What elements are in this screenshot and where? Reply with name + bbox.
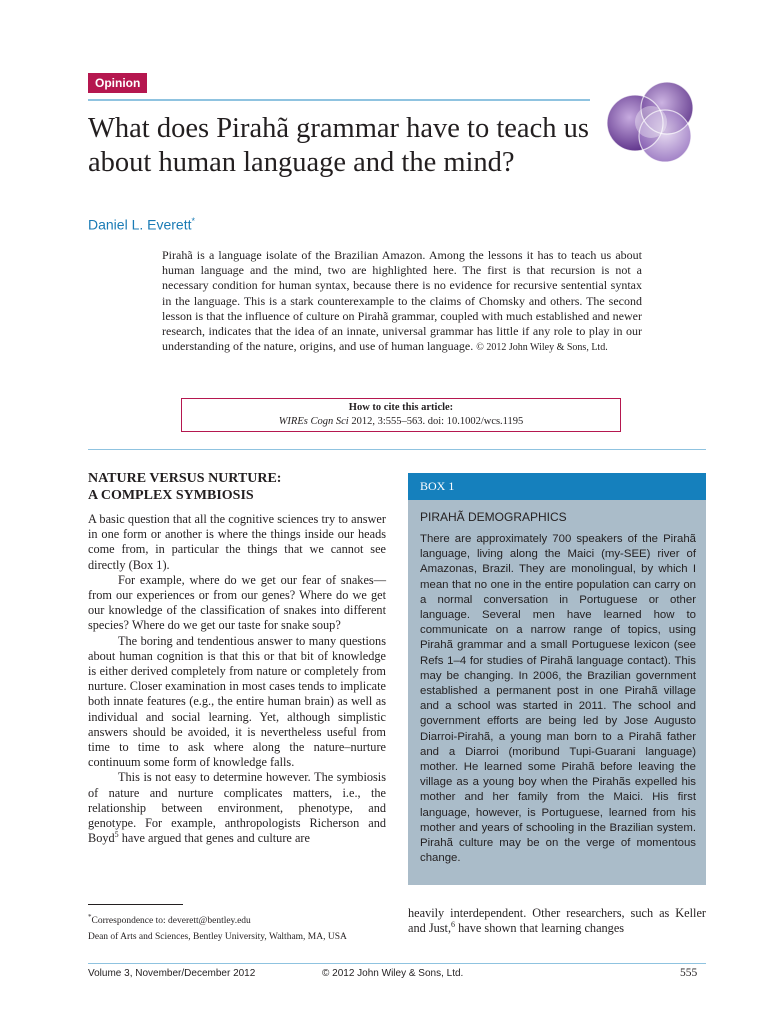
box-title: PIRAHÃ DEMOGRAPHICS xyxy=(420,510,567,524)
box-text: There are approximately 700 speakers of the Pirahã language, living along the Maici (my-SEE) river of Amazonas, Brazil. They are monolingual, by which I mean that no one in the entire population can carry on a normal conversation in Portuguese or other language. Several men have learned how to communicate on a narrow range of topics, using Pirahã grammar and a small Portuguese lexicon (see Refs 1–4 for studies of Pirahã language contact). This may be changing. In 2006, the Brazilian government established a permanent post in one Pirahã village and a school was started in 2011. The school and government efforts are being led by Jose Augusto Diarroi-Pirahã, a young man born to a Pirahã father and a Diarroi (moribund Tupi-Guarani language) mother. He learned some Pirahã before leaving the village as a young boy when the Pirahãs expelled his mother and her family from the Maici. His first language, however, is Portuguese, learned from his mother and years of schooling in the Brazilian system. Pirahã culture may be on the verge of momentous change. xyxy=(420,533,696,865)
reference-link[interactable]: 6 xyxy=(451,920,456,930)
footer-volume: Volume 3, November/December 2012 xyxy=(88,968,256,979)
body-column-right-continuation: heavily interdependent. Other researchers, such as Keller and Just,$^6$ have shown that learning changes xyxy=(408,906,706,936)
abstract-text: Pirahã is a language isolate of the Brazilian Amazon. Among the lessons it has to teach us about human language and the mind, two are highlighted here. The first is that recursion is not a necessary condition for human syntax, because there is no evidence for recursive sentential syntax in the language. This is a stark counterexample to the claims of Chomsky and others. The second lesson is that the influence of culture on Pirahã grammar, coupled with much established and newer research, indicates that the idea of an innate, universal grammar has little if any role to play in our understanding of the nature, origins, and use of human language. xyxy=(162,248,642,354)
abstract xyxy=(162,248,642,355)
overlapping-circles-logo-icon xyxy=(605,78,700,166)
section-heading: NATURE VERSUS NURTURE: A COMPLEX SYMBIOSIS xyxy=(88,471,282,503)
paragraph-3: The boring and tendentious answer to many questions about human cognition is that this or that bit of knowledge is either derived completely from nature or completely from nurture. Closer examination in most cases tends to implicate both innate features (e.g., the entire human brain) as well as individual and social learning. Yet, although simplistic answers should be avoided, it is nevertheless useful from time to time to ask where along the nature–nurture continuum some form of knowledge falls. xyxy=(88,633,386,770)
article-title: What does Pirahã grammar have to teach us about human language and the mind? xyxy=(88,113,589,178)
affiliation: Dean of Arts and Sciences, Bentley University, Waltham, MA, USA xyxy=(88,932,347,943)
header-rule xyxy=(88,99,590,101)
body-column-left xyxy=(88,512,386,846)
correspondence-email[interactable]: Correspondence to: deverett@bentley.edu xyxy=(91,916,251,927)
abstract-copyright: © 2012 John Wiley & Sons, Ltd. xyxy=(476,342,608,354)
author-name[interactable] xyxy=(88,216,195,233)
citation-journal: WIREs Cogn Sci 2012, 3:555–563. doi: 10.1002/wcs.1195 xyxy=(278,416,524,427)
footnote: *Correspondence to: deverett@bentley.edu Dean of Arts and Sciences, Bentley University, Waltham, MA, USA xyxy=(88,913,347,943)
page-number: 555 xyxy=(680,967,698,979)
author-mark: * xyxy=(191,216,196,226)
section-rule xyxy=(88,449,706,450)
footer-copyright: © 2012 John Wiley & Sons, Ltd. xyxy=(322,968,464,979)
footnote-rule xyxy=(88,904,183,905)
paragraph-4: This is not easy to determine however. The symbiosis of nature and nurture complicates matters, i.e., the relationship between environment, phenotype, and genotype. For example, anthropologists Richerson and Boyd$^5$ have argued that genes and culture are xyxy=(88,770,386,846)
article-type-tag: Opinion xyxy=(88,73,147,93)
demographics-box xyxy=(408,500,706,885)
reference-link[interactable]: 5 xyxy=(114,830,119,840)
citation-heading: How to cite this article: xyxy=(348,402,454,413)
box-label: BOX 1 xyxy=(408,473,706,500)
paragraph-2: For example, where do we get our fear of snakes—from our experiences or from our genes? Where do we get our knowledge of the classification of snakes into different species? Where do we get our taste for snake soup? xyxy=(88,572,386,633)
author-name-text: Daniel L. Everett xyxy=(88,216,192,233)
citation-box xyxy=(181,398,621,432)
paragraph-1: A basic question that all the cognitive sciences try to answer in one form or another is where the things inside our heads come from, in particular the things that we cannot see directly (Box 1). xyxy=(88,512,386,572)
footer-rule xyxy=(88,963,706,964)
